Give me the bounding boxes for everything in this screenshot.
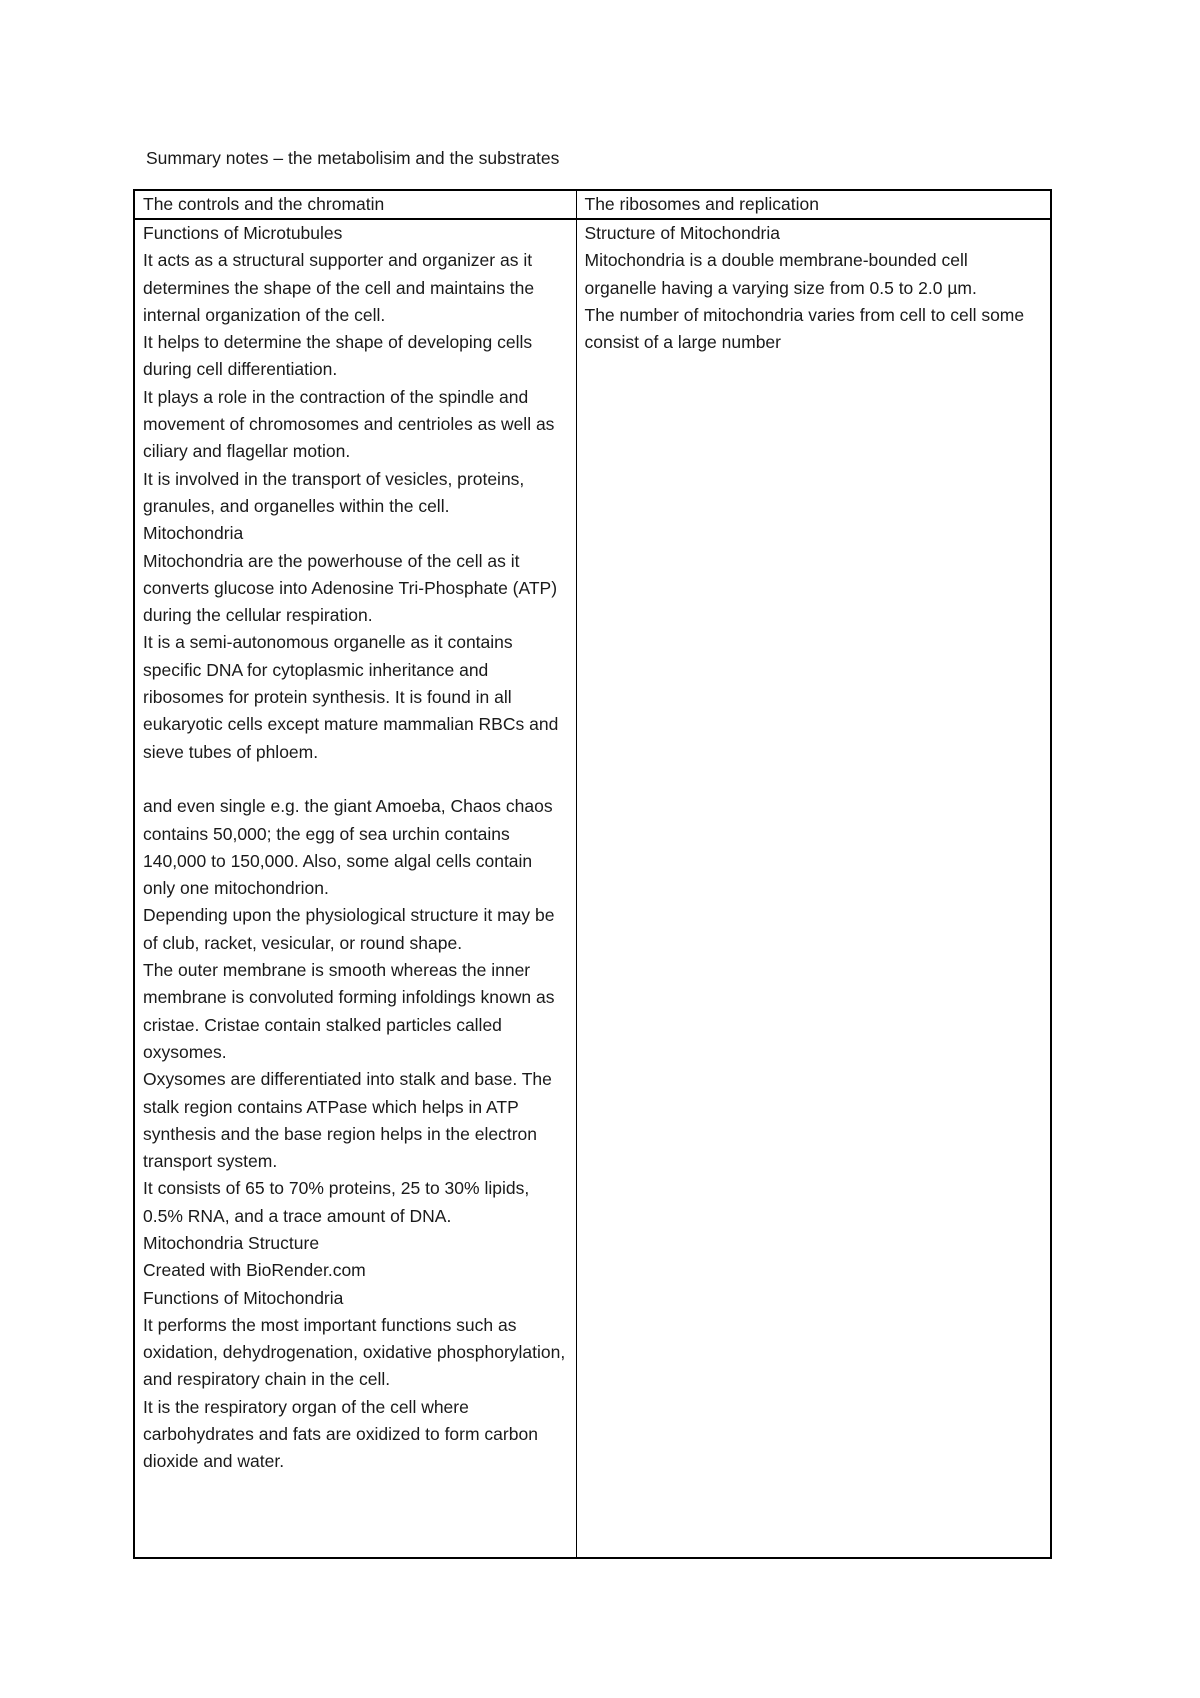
paragraph: and even single e.g. the giant Amoeba, Chaos chaos contains 50,000; the egg of sea urchin contains 140,000 to 150,000. Also, some algal cells contain only one mitochondrion. <box>143 796 553 899</box>
heading-mitochondria: Mitochondria <box>143 523 244 544</box>
blank-line <box>143 766 568 793</box>
heading-structure-of-mitochondria: Structure of Mitochondria <box>584 223 781 243</box>
paragraph: It is involved in the transport of vesicles, proteins, granules, and organelles within the cell. <box>143 468 525 516</box>
caption-credit: Created with BioRender.com <box>143 1260 366 1281</box>
right-column-cell <box>576 219 1051 1558</box>
table-header-row <box>134 190 1051 219</box>
paragraph: It is the respiratory organ of the cell where carbohydrates and fats are oxidized to form carbon dioxide and water. <box>143 1396 538 1472</box>
paragraph: It is a semi-autonomous organelle as it contains specific DNA for cytoplasmic inheritance and ribosomes for protein synthesis. It is found in all eukaryotic cells except mature mammalian RBCs and sieve tubes of phloem. <box>143 632 559 762</box>
paragraph: It plays a role in the contraction of the spindle and movement of chromosomes and centrioles as well as ciliary and flagellar motion. <box>143 386 555 462</box>
paragraph: Mitochondria is a double membrane-bounded cell organelle having a varying size from 0.5 to 2.0 µm. <box>584 250 977 298</box>
paragraph: Depending upon the physiological structure it may be of club, racket, vesicular, or round shape. <box>143 905 555 953</box>
paragraph: It helps to determine the shape of developing cells during cell differentiation. <box>143 332 533 380</box>
table-row <box>134 219 1051 1558</box>
column-header-ribosomes-replication: The ribosomes and replication <box>576 190 1051 219</box>
left-column-cell <box>134 219 576 1558</box>
heading-functions-of-mitochondria: Functions of Mitochondria <box>143 1287 344 1308</box>
paragraph: It acts as a structural supporter and organizer as it determines the shape of the cell and maintains the internal organization of the cell. <box>143 250 535 325</box>
paragraph: It performs the most important functions such as oxidation, dehydrogenation, oxidative phosphorylation, and respiratory chain in the cell. <box>143 1314 566 1390</box>
paragraph: The outer membrane is smooth whereas the inner membrane is convoluted forming infoldings known as cristae. Cristae contain stalked particles called oxysomes. <box>143 960 555 1062</box>
paragraph: The number of mitochondria varies from cell to cell some consist of a large number <box>584 304 1025 353</box>
paragraph: Oxysomes are differentiated into stalk and base. The stalk region contains ATPase which helps in ATP synthesis and the base region helps in the electron transport system. <box>143 1069 552 1172</box>
paragraph: It consists of 65 to 70% proteins, 25 to 30% lipids, 0.5% RNA, and a trace amount of DNA. <box>143 1178 530 1226</box>
column-header-controls-chromatin: The controls and the chromatin <box>134 190 576 219</box>
notes-table <box>133 189 1052 1559</box>
caption-mitochondria-structure: Mitochondria Structure <box>143 1232 320 1253</box>
paragraph: Mitochondria are the powerhouse of the cell as it converts glucose into Adenosine Tri-Phosphate (ATP) during the cellular respiration. <box>143 550 558 626</box>
heading-functions-of-microtubules: Functions of Microtubules <box>143 223 343 243</box>
page-title: Summary notes – the metabolisim and the substrates <box>146 148 560 168</box>
